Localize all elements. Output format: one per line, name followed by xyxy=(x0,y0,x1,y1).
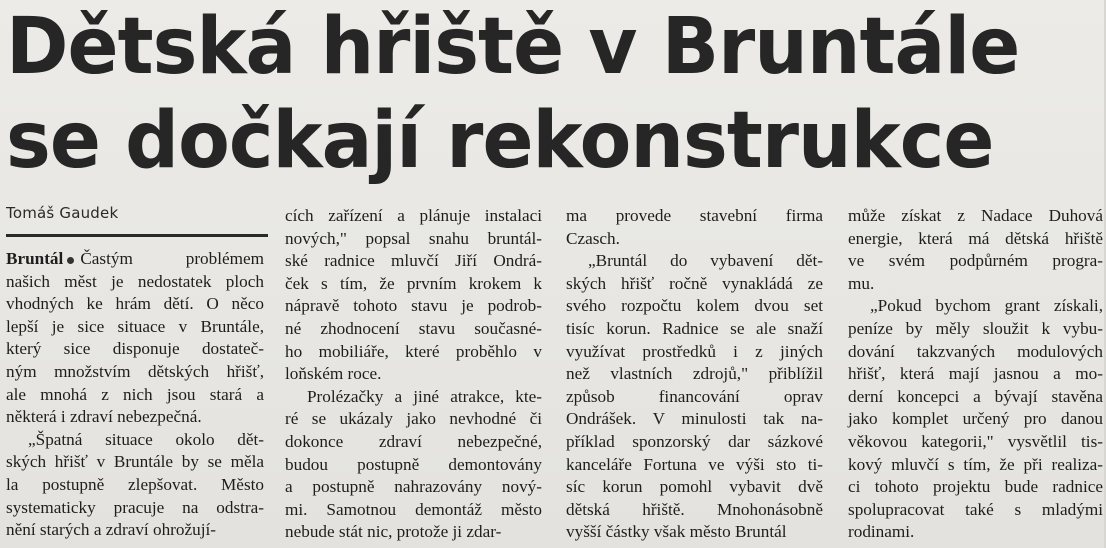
text-line: ci tohoto projektu bude radnice xyxy=(848,477,1103,497)
text-line: systematicky pracuje na odstra- xyxy=(6,497,264,517)
headline-line-1: Dětská hřiště v Bruntále xyxy=(6,2,1020,92)
text-line: může získat z Nadace Duhová xyxy=(848,206,1103,225)
text-line: Prolézačky a jiné atrakce, kte- xyxy=(307,386,542,406)
text-line: a postupně nahrazovány nový- xyxy=(285,477,542,497)
text-line: svého rozpočtu kolem dvou set xyxy=(566,296,823,316)
author-byline: Tomáš Gaudek xyxy=(6,204,119,222)
text-line: síc korun pomohl vybavit dvě xyxy=(566,477,823,497)
text-line: „Bruntál do vybavení dět- xyxy=(588,251,823,271)
article-paragraph xyxy=(6,248,264,429)
text-line: příklad sponzorský dar sázkové xyxy=(566,431,823,451)
byline-rule xyxy=(6,234,268,237)
text-line: Ondrášek. V minulosti tak na- xyxy=(566,409,823,429)
headline-line-2: se dočkají rekonstrukce xyxy=(6,96,994,186)
dateline-place: Bruntál xyxy=(6,249,64,268)
text-line: ček s tím, že prvním krokem k xyxy=(285,273,542,293)
text-line: derní koncepci a bývají stavěna xyxy=(848,386,1103,406)
text-line: tisíc korun. Radnice se ale snaží xyxy=(566,318,823,338)
text-line: hřišť, která mají jasnou a mo- xyxy=(848,364,1103,384)
text-line: cích zařízení a plánuje instalaci xyxy=(285,206,542,225)
text-line: jako komplet určený pro danou xyxy=(848,409,1103,429)
text-line: „Pokud bychom grant získali, xyxy=(870,296,1103,316)
text-line: mu. xyxy=(848,273,875,293)
text-line: spolupracovat také s mladými xyxy=(848,499,1103,519)
text-line: la postupně zlepšovat. Město xyxy=(6,474,264,494)
article-headline xyxy=(6,0,1063,188)
text-line: ho mobiliáře, které proběhlo v xyxy=(285,341,542,361)
article-column-1 xyxy=(6,248,264,542)
text-line: Czasch. xyxy=(566,228,620,248)
text-line: ným množstvím dětských hřišť, xyxy=(6,361,264,381)
article-paragraph xyxy=(285,386,542,544)
text-line: dování takzvaných modulových xyxy=(848,341,1103,361)
article-paragraph xyxy=(285,205,542,386)
text-line: energie, která má dětská hřiště xyxy=(848,228,1103,248)
text-line: dětská hřiště. Mnohonásobně xyxy=(566,499,823,519)
text-line: nápravě tohoto stavu je podrob- xyxy=(285,296,542,316)
text-line: Častým problémem xyxy=(80,249,264,268)
article-paragraph xyxy=(6,429,264,542)
text-line: využívat prostředků i z jiných xyxy=(566,341,823,361)
text-line: některá i zdraví nebezpečná. xyxy=(6,407,202,427)
text-line: loňském roce. xyxy=(285,364,382,384)
article-paragraph xyxy=(848,295,1103,544)
text-line: ma provede stavební firma xyxy=(566,206,823,225)
text-line: ských hřišť v Bruntále by se měla xyxy=(6,452,264,472)
article-paragraph xyxy=(566,205,823,250)
text-line: vhodných ke hrám dětí. O něco xyxy=(6,294,264,314)
article-paragraph xyxy=(566,250,823,544)
text-line: nových," popsal snahu bruntál- xyxy=(285,228,542,248)
text-line: kový mluvčí s tím, že při realiza- xyxy=(848,454,1103,474)
text-line: vyšší částky však město Bruntál xyxy=(566,522,787,542)
text-line: ve svém podpůrném progra- xyxy=(848,251,1103,271)
text-line: ské radnice mluvčí Jiří Ondrá- xyxy=(285,251,542,271)
text-line: který sice disponuje dostateč- xyxy=(6,339,264,359)
text-line: věkovou kategorii," vysvětlil tis- xyxy=(848,431,1103,451)
text-line: rodinami. xyxy=(848,522,915,542)
text-line: ré se ukázaly jako nevhodné či xyxy=(285,409,542,429)
text-line: mi. Samotnou demontáž město xyxy=(285,499,542,519)
article-column-3 xyxy=(566,205,823,544)
text-line: kanceláře Fortuna ve výši sto ti- xyxy=(566,454,823,474)
text-line: nebude stát nic, protože ji zdar- xyxy=(285,522,502,542)
text-line: dokonce zdraví nebezpečné, xyxy=(285,431,542,451)
text-line: peníze by měly sloužit k vybu- xyxy=(848,318,1103,338)
article-column-4 xyxy=(848,205,1103,544)
text-line: ských hřišť ročně vynakládá ze xyxy=(566,273,823,293)
text-line: né zhodnocení stavu současné- xyxy=(285,318,542,338)
article-paragraph xyxy=(848,205,1103,295)
text-line: lepší je sice situace v Bruntále, xyxy=(6,316,264,336)
text-line: než vlastních zdrojů," přiblížil xyxy=(566,364,823,384)
text-line: ale mnohá z nich jsou stará a xyxy=(6,384,264,404)
text-line: nění starých a zdraví ohrožují- xyxy=(6,520,216,540)
article-column-2 xyxy=(285,205,542,544)
dateline-bullet-icon xyxy=(67,257,74,264)
text-line: „Špatná situace okolo dět- xyxy=(28,429,264,449)
text-line-lead xyxy=(6,248,264,271)
text-line: způsob financování oprav xyxy=(566,386,823,406)
text-line: našich měst je nedostatek ploch xyxy=(6,271,264,291)
text-line: budou postupně demontovány xyxy=(285,454,542,474)
